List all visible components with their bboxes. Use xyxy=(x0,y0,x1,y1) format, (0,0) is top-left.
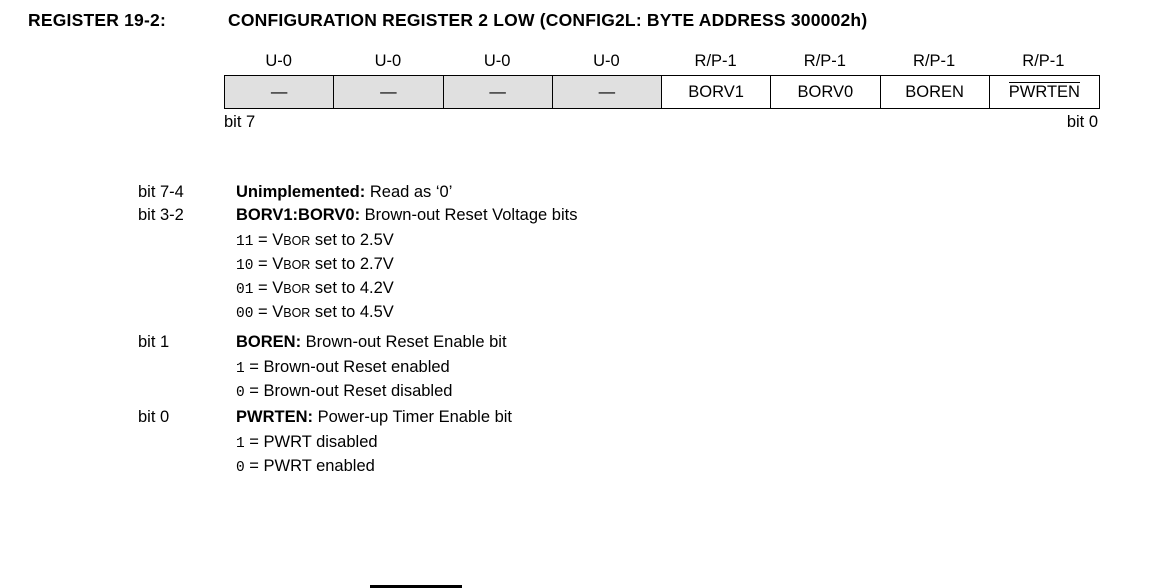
option-subscript: BOR xyxy=(283,258,311,273)
option-eq: = xyxy=(253,279,273,298)
bit-cell-4: — xyxy=(553,76,662,108)
bit-cell-0-label: PWRTEN xyxy=(1008,83,1080,101)
option-code: 1 xyxy=(236,361,245,378)
description-block-bit7-4 xyxy=(138,183,1098,202)
register-title: CONFIGURATION REGISTER 2 LOW (CONFIG2L: BYTE ADDRESS 300002h) xyxy=(228,10,868,30)
bit-option-1-0 xyxy=(236,229,1098,253)
option-code: 0 xyxy=(236,460,245,477)
option-text-post: PWRT enabled xyxy=(263,457,375,476)
option-text-post: Brown-out Reset disabled xyxy=(263,382,453,401)
bit-field-name-2: BOREN: xyxy=(236,333,302,352)
option-code: 11 xyxy=(236,234,254,250)
option-text-post: set to 2.7V xyxy=(310,255,394,274)
option-subscript: BOR xyxy=(283,282,311,297)
bit-option-2-0 xyxy=(236,356,1098,380)
bit-access-row xyxy=(224,52,1098,75)
bit-field-text-3: Power-up Timer Enable bit xyxy=(313,408,513,427)
option-eq: = xyxy=(244,358,264,377)
bit-range-label-3: bit 0 xyxy=(138,408,170,427)
bit-label-left: bit 7 xyxy=(224,113,256,131)
bit-access-7: U-0 xyxy=(265,52,292,70)
bit-field-text-2: Brown-out Reset Enable bit xyxy=(301,333,507,352)
bit-access-1: R/P-1 xyxy=(913,52,956,70)
bit-descriptions xyxy=(138,183,1098,483)
option-text-pre: V xyxy=(272,303,284,322)
option-eq: = xyxy=(244,433,264,452)
bit-cell-6: — xyxy=(334,76,443,108)
option-eq: = xyxy=(253,231,273,249)
annotation-underline xyxy=(370,585,462,588)
bit-name-row xyxy=(224,75,1100,109)
bit-range-label-0: bit 7-4 xyxy=(138,183,184,201)
option-text-post: set to 2.5V xyxy=(310,231,394,249)
bit-cell-7: — xyxy=(225,76,334,108)
option-eq: = xyxy=(244,382,264,401)
bit-option-3-1 xyxy=(236,455,1098,479)
option-text-post: PWRT disabled xyxy=(263,433,378,452)
option-text-pre: V xyxy=(272,279,284,298)
bit-field-name-3: PWRTEN: xyxy=(236,408,313,427)
option-text-pre: V xyxy=(272,255,284,274)
bit-cell-2: BORV0 xyxy=(771,76,880,108)
register-number: REGISTER 19-2: xyxy=(28,10,166,30)
bit-description-3 xyxy=(236,408,1098,427)
bit-access-5: U-0 xyxy=(483,52,511,70)
bit-description-1 xyxy=(236,206,1098,225)
bit-cell-0 xyxy=(990,76,1099,108)
bit-options-2 xyxy=(236,352,1098,404)
option-text-post: set to 4.2V xyxy=(310,279,394,298)
option-code: 1 xyxy=(236,436,245,453)
option-eq: = xyxy=(253,303,273,322)
bit-description-0 xyxy=(236,183,1098,202)
description-block-bit1 xyxy=(138,333,1098,404)
bit-field-name-0: Unimplemented: xyxy=(236,183,366,201)
bit-field-name-1: BORV1:BORV0: xyxy=(236,206,361,224)
bit-access-3: R/P-1 xyxy=(694,52,737,70)
bit-label-right: bit 0 xyxy=(1066,113,1098,131)
description-block-bit3-2 xyxy=(138,206,1098,325)
bit-field-table xyxy=(224,52,1098,132)
option-eq: = xyxy=(244,457,264,476)
bit-option-2-1 xyxy=(236,380,1098,404)
bit-field-text-0: Read as ‘0’ xyxy=(365,183,453,201)
bit-access-0: R/P-1 xyxy=(1022,52,1065,70)
bit-range-label-2: bit 1 xyxy=(138,333,170,352)
option-eq: = xyxy=(253,255,273,274)
option-code: 10 xyxy=(236,258,254,275)
option-text-post: set to 4.5V xyxy=(310,303,394,322)
bit-access-6: U-0 xyxy=(374,52,402,70)
option-code: 0 xyxy=(236,385,245,402)
bit-access-4: U-0 xyxy=(593,52,620,70)
bit-access-2: R/P-1 xyxy=(803,52,846,70)
option-code: 00 xyxy=(236,306,254,323)
bit-index-labels xyxy=(224,109,1098,132)
bit-option-1-1 xyxy=(236,253,1098,277)
bit-cell-1: BOREN xyxy=(881,76,990,108)
bit-description-2 xyxy=(236,333,1098,352)
bit-field-text-1: Brown-out Reset Voltage bits xyxy=(360,206,578,224)
option-text-pre: V xyxy=(272,231,284,249)
option-subscript: BOR xyxy=(283,234,311,248)
bit-option-1-2 xyxy=(236,277,1098,301)
bit-range-label-1: bit 3-2 xyxy=(138,206,184,224)
bit-option-1-3 xyxy=(236,301,1098,325)
bit-cell-5: — xyxy=(444,76,553,108)
option-subscript: BOR xyxy=(283,306,311,321)
option-code: 01 xyxy=(236,282,254,299)
bit-cell-3: BORV1 xyxy=(662,76,771,108)
bit-options-3 xyxy=(236,427,1098,479)
description-block-bit0 xyxy=(138,408,1098,479)
register-header xyxy=(28,10,1108,31)
bit-option-3-0 xyxy=(236,431,1098,455)
bit-options-1 xyxy=(236,225,1098,325)
option-text-post: Brown-out Reset enabled xyxy=(263,358,450,377)
